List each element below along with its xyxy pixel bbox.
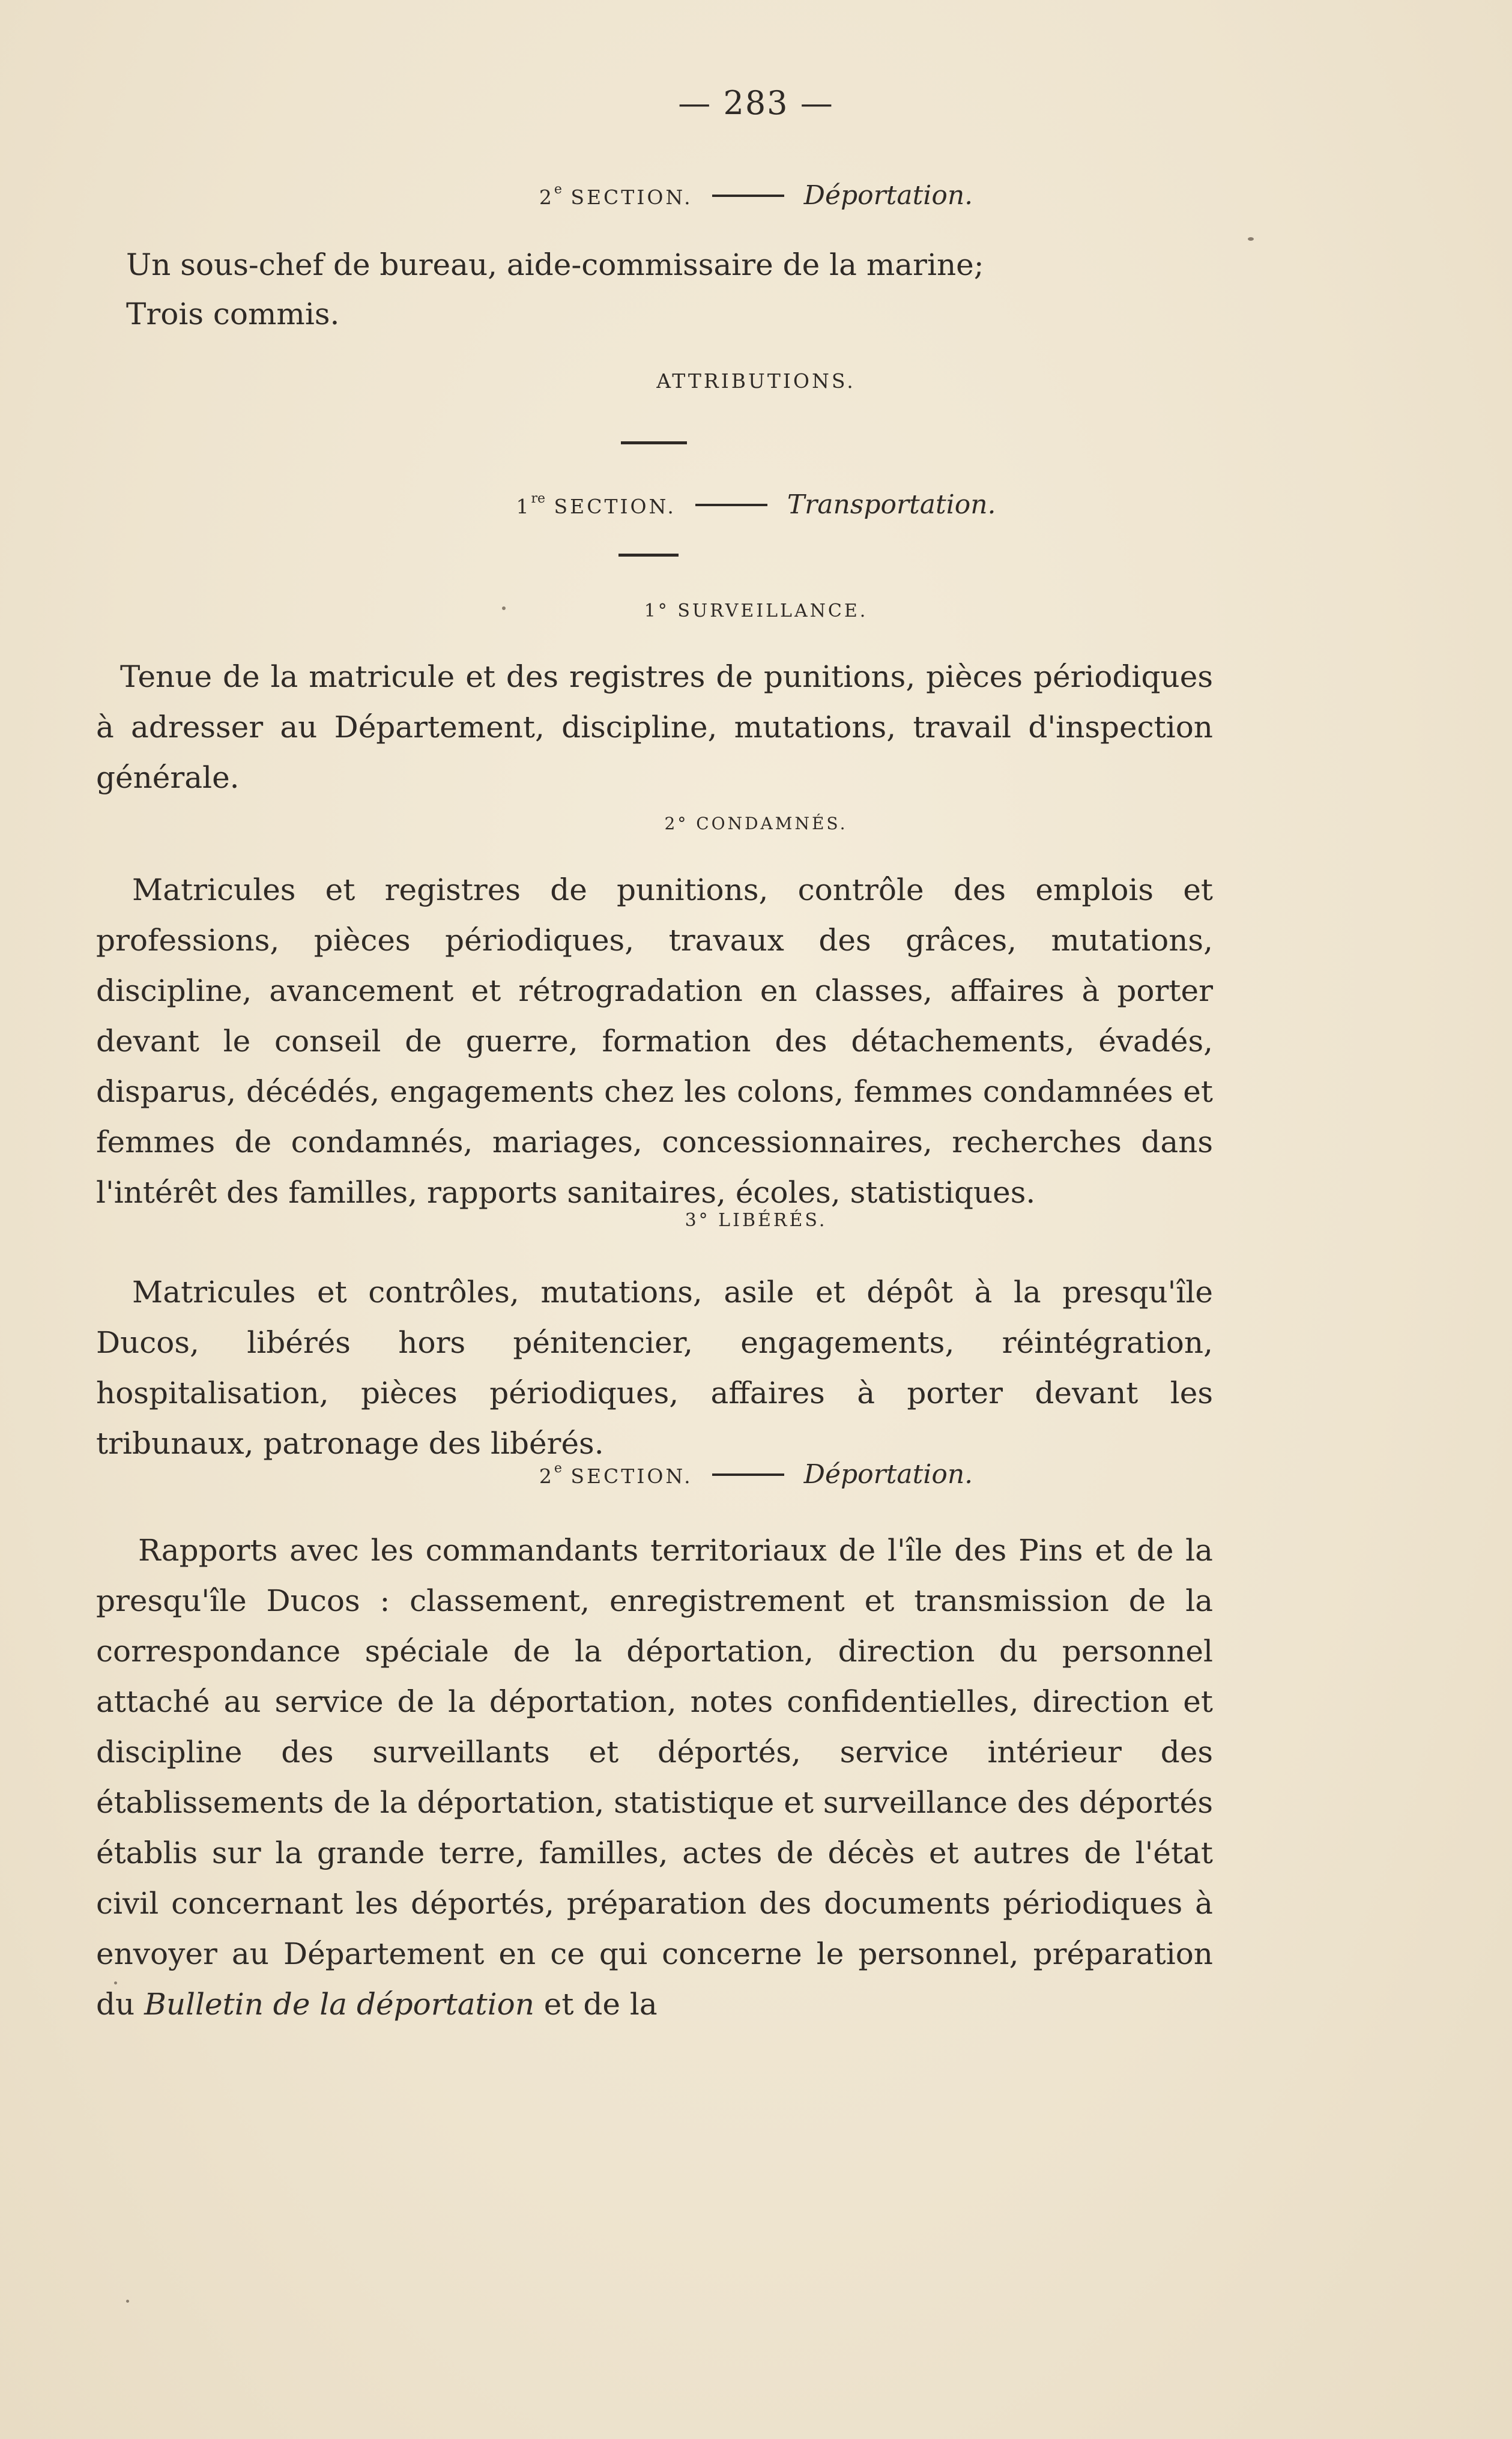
section2-text-end: et de la	[534, 1987, 658, 2022]
paper-speck	[1248, 237, 1254, 241]
staff-lines	[126, 240, 984, 339]
sub1-heading: 1° SURVEILLANCE.	[644, 600, 868, 621]
section-header-top-sup: e	[554, 182, 562, 197]
section-header-top-word: SECTION.	[570, 186, 693, 209]
section-header-top-dash	[712, 195, 784, 197]
section2-text: Rapports avec les commandants territoriaux de l'île des Pins et de la presqu'île Ducos : classement, enregistrement et transmission de la correspondance spéciale de la déportation, direction du personnel attaché au service de la déportation, notes confidentielles, direction et discipline des surveillants et déportés, service intérieur des établissements de la déportation, statistique et surveillance des déportés établis sur la grande terre, familles, actes de décès et autres de l'état civil concernant les déportés, préparation des documents périodiques à envoyer au Département en ce qui concerne le personnel, préparation du	[96, 1533, 1213, 2022]
section2-sup: e	[554, 1461, 562, 1476]
section1-sup: re	[531, 491, 546, 506]
section2-paragraph	[96, 1525, 1213, 2029]
paper-speck	[126, 2300, 129, 2303]
paper-speck	[502, 606, 506, 610]
divider-rule	[621, 441, 687, 444]
attributions-heading: ATTRIBUTIONS.	[656, 369, 856, 393]
section-header-top-prefix: 2	[539, 186, 554, 209]
section2-dash	[712, 1473, 784, 1476]
section1-header	[0, 489, 1512, 520]
section1-title: Transportation.	[787, 489, 996, 520]
section1-prefix: 1	[516, 495, 531, 518]
section-header-top-title: Déportation.	[803, 180, 973, 211]
sub2-heading: 2° CONDAMNÉS.	[664, 814, 848, 833]
paper-speck	[114, 1981, 117, 1984]
section2-header	[0, 1459, 1512, 1490]
section2-word: SECTION.	[570, 1464, 693, 1488]
section1-word: SECTION.	[554, 495, 676, 518]
sub3-paragraph: Matricules et contrôles, mutations, asile et dépôt à la presqu'île Ducos, libérés hors pénitencier, engagements, réintégration, hospitalisation, pièces périodiques, affaires à porter devant les tribunaux, patronage des libérés.	[96, 1275, 1213, 1461]
section-header-top	[0, 180, 1512, 211]
sub2-paragraph: Matricules et registres de punitions, contrôle des emplois et professions, pièces périodiques, travaux des grâces, mutations, discipline, avancement et rétrogradation en classes, affaires à porter devant le conseil de guerre, formation des détachements, évadés, disparus, décédés, engagements chez les colons, femmes condamnées et femmes de condamnés, mariages, concessionnaires, recherches dans l'intérêt des familles, rapports sanitaires, écoles, statistiques.	[96, 872, 1213, 1210]
page-number: — 283 —	[678, 84, 834, 122]
section1-dash	[695, 504, 767, 506]
staff-line: Trois commis.	[126, 297, 340, 331]
sub1-paragraph: Tenue de la matricule et des registres de punitions, pièces périodiques à adresser au Département, discipline, mutations, travail d'inspection générale.	[96, 659, 1213, 795]
section2-prefix: 2	[539, 1464, 554, 1488]
bulletin-title: Bulletin de la déportation	[144, 1987, 534, 2022]
sub3-heading: 3° LIBÉRÉS.	[685, 1210, 827, 1231]
section2-title: Déportation.	[803, 1459, 973, 1490]
divider-rule	[618, 554, 679, 557]
staff-line: Un sous-chef de bureau, aide-commissaire de la marine;	[126, 247, 984, 282]
